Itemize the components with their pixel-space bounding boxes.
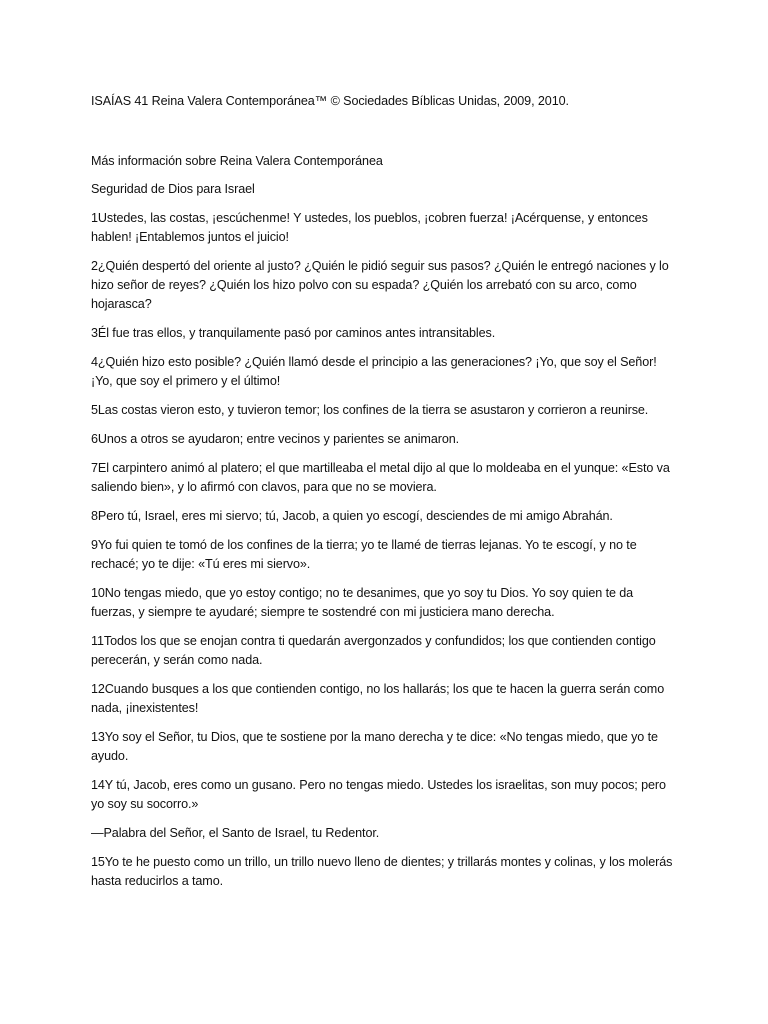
verse-7: 7El carpintero animó al platero; el que martilleaba el metal dijo al que lo moldeaba en el yunque: «Esto va saliendo bien», y lo afirmó con clavos, para que no se moviera.	[91, 461, 670, 494]
verse-5: 5Las costas vieron esto, y tuvieron temor; los confines de la tierra se asustaron y corrieron a reunirse.	[91, 403, 649, 417]
closing-attribution: —Palabra del Señor, el Santo de Israel, tu Redentor.	[91, 826, 380, 840]
verse-12: 12Cuando busques a los que contienden contigo, no los hallarás; los que te hacen la guerra serán como nada, ¡inexistentes!	[91, 682, 665, 715]
verse-6: 6Unos a otros se ayudaron; entre vecinos y parientes se animaron.	[91, 432, 460, 446]
verse-8: 8Pero tú, Israel, eres mi siervo; tú, Jacob, a quien yo escogí, desciendes de mi amigo Abrahán.	[91, 509, 613, 523]
verse-1: 1Ustedes, las costas, ¡escúchenme! Y ustedes, los pueblos, ¡cobren fuerza! ¡Acérquense, y entonces hablen! ¡Entablemos juntos el juicio!	[91, 211, 648, 244]
verse-9: 9Yo fui quien te tomó de los confines de la tierra; yo te llamé de tierras lejanas. Yo te escogí, y no te rechacé; yo te dije: «Tú eres mi siervo».	[91, 538, 637, 571]
verse-3: 3Él fue tras ellos, y tranquilamente pasó por caminos antes intransitables.	[91, 326, 496, 340]
verse-11: 11Todos los que se enojan contra ti quedarán avergonzados y confundidos; los que contienden contigo perecerán, y serán como nada.	[91, 634, 656, 667]
more-info-text: Más información sobre Reina Valera Contemporánea	[91, 154, 383, 168]
verse-10: 10No tengas miedo, que yo estoy contigo; no te desanimes, que yo soy tu Dios. Yo soy quien te da fuerzas, y siempre te ayudaré; siempre te sostendré con mi justiciera mano derecha.	[91, 586, 634, 619]
verse-15: 15Yo te he puesto como un trillo, un trillo nuevo lleno de dientes; y trillarás montes y colinas, y los molerás hasta reducirlos a tamo.	[91, 855, 673, 888]
verse-4: 4¿Quién hizo esto posible? ¿Quién llamó desde el principio a las generaciones? ¡Yo, que soy el Señor! ¡Yo, que soy el primero y el último!	[91, 355, 657, 388]
verse-13: 13Yo soy el Señor, tu Dios, que te sostiene por la mano derecha y te dice: «No tengas miedo, que yo te ayudo.	[91, 730, 658, 763]
document-header: ISAÍAS 41 Reina Valera Contemporánea™ © Sociedades Bíblicas Unidas, 2009, 2010.	[91, 94, 569, 108]
verse-14: 14Y tú, Jacob, eres como un gusano. Pero no tengas miedo. Ustedes los israelitas, son muy pocos; pero yo soy su socorro.»	[91, 778, 666, 811]
section-title: Seguridad de Dios para Israel	[91, 182, 255, 196]
verse-2: 2¿Quién despertó del oriente al justo? ¿Quién le pidió seguir sus pasos? ¿Quién le entregó naciones y lo hizo señor de reyes? ¿Quién los hizo polvo con su espada? ¿Quién los arrebató con su arco, como hojarasca?	[91, 259, 669, 311]
